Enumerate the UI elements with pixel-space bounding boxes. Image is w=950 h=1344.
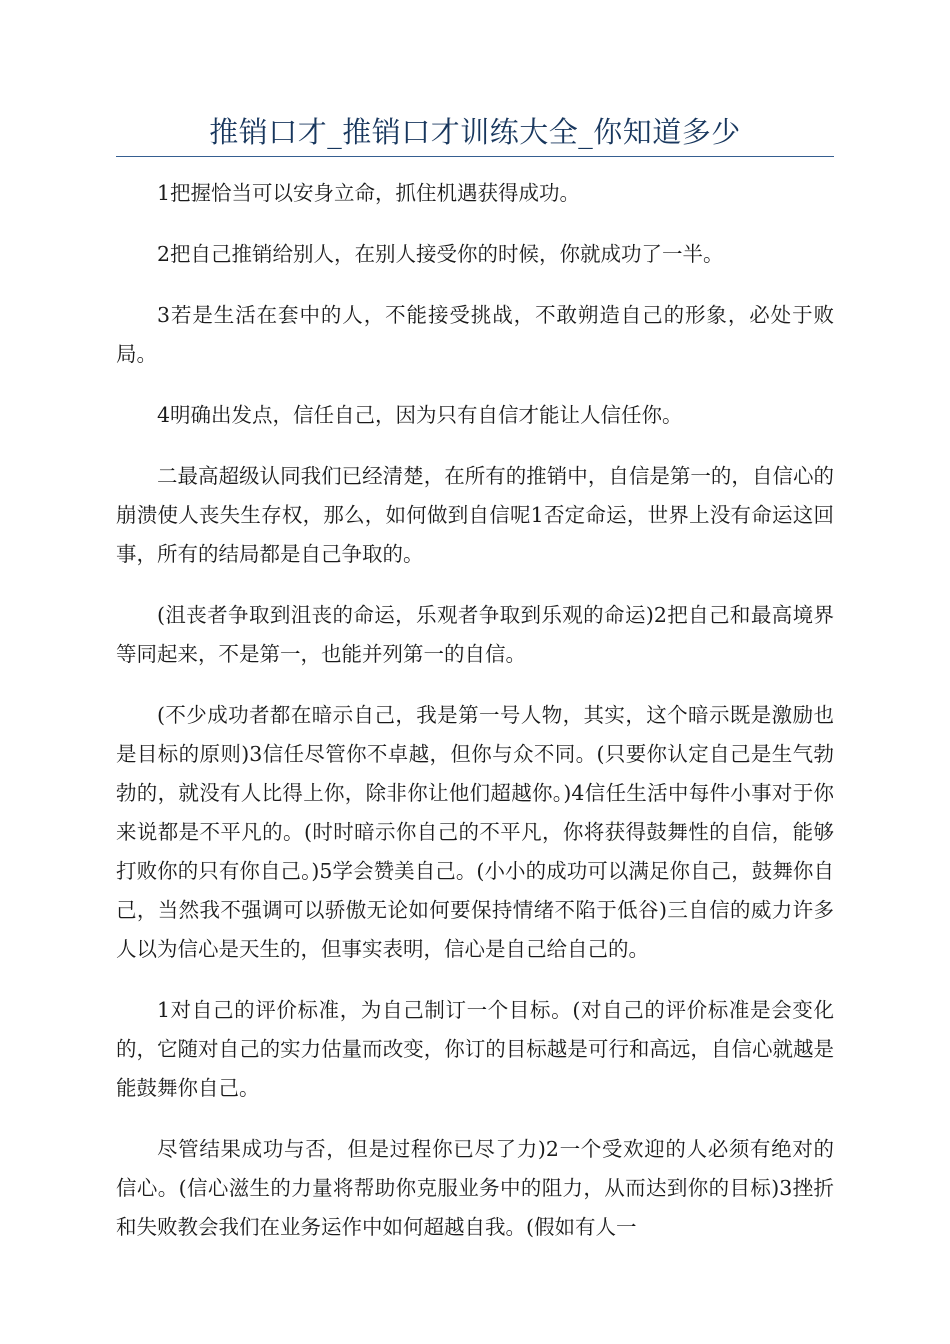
paragraph: 1把握恰当可以安身立命，抓住机遇获得成功。 [157,181,581,205]
paragraph: 3若是生活在套中的人，不能接受挑战，不敢朔造自己的形象，必处于败局。 [116,303,834,366]
paragraph: (沮丧者争取到沮丧的命运，乐观者争取到乐观的命运)2把自己和最高境界等同起来，不是第一，也能并列第一的自信。 [116,603,834,666]
paragraph: (不少成功者都在暗示自己，我是第一号人物，其实，这个暗示既是激励也是目标的原则)3信任尽管你不卓越，但你与众不同。(只要你认定自己是生气勃勃的，就没有人比得上你，除非你让他们超越你。)4信任生活中每件小事对于你来说都是不平凡的。(时时暗示你自己的不平凡，你将获得鼓舞性的自信，能够打败你的只有你自己。)5学会赞美自己。(小小的成功可以满足你自己，鼓舞你自己，当然我不强调可以骄傲无论如何要保持情绪不陷于低谷)三自信的威力许多人以为信心是天生的，但事实表明，信心是自己给自己的。 [116,703,834,961]
document-body [116,174,834,1247]
paragraph: 2把自己推销给别人，在别人接受你的时候，你就成功了一半。 [157,242,724,266]
paragraph: 二最高超级认同我们已经清楚，在所有的推销中，自信是第一的，自信心的崩溃使人丧失生存权，那么，如何做到自信呢1否定命运，世界上没有命运这回事，所有的结局都是自己争取的。 [116,464,834,566]
paragraph: 1对自己的评价标准，为自己制订一个目标。(对自己的评价标准是会变化的，它随对自己的实力估量而改变，你订的目标越是可行和高远，自信心就越是能鼓舞你自己。 [116,998,834,1100]
page-title: 推销口才_推销口才训练大全_你知道多少 [209,115,741,149]
paragraph: 4明确出发点，信任自己，因为只有自信才能让人信任你。 [157,403,683,427]
paragraph: 尽管结果成功与否，但是过程你已尽了力)2一个受欢迎的人必须有绝对的信心。(信心滋生的力量将帮助你克服业务中的阻力，从而达到你的目标)3挫折和失败教会我们在业务运作中如何超越自我。(假如有人一 [116,1137,834,1239]
title-block [116,112,834,157]
